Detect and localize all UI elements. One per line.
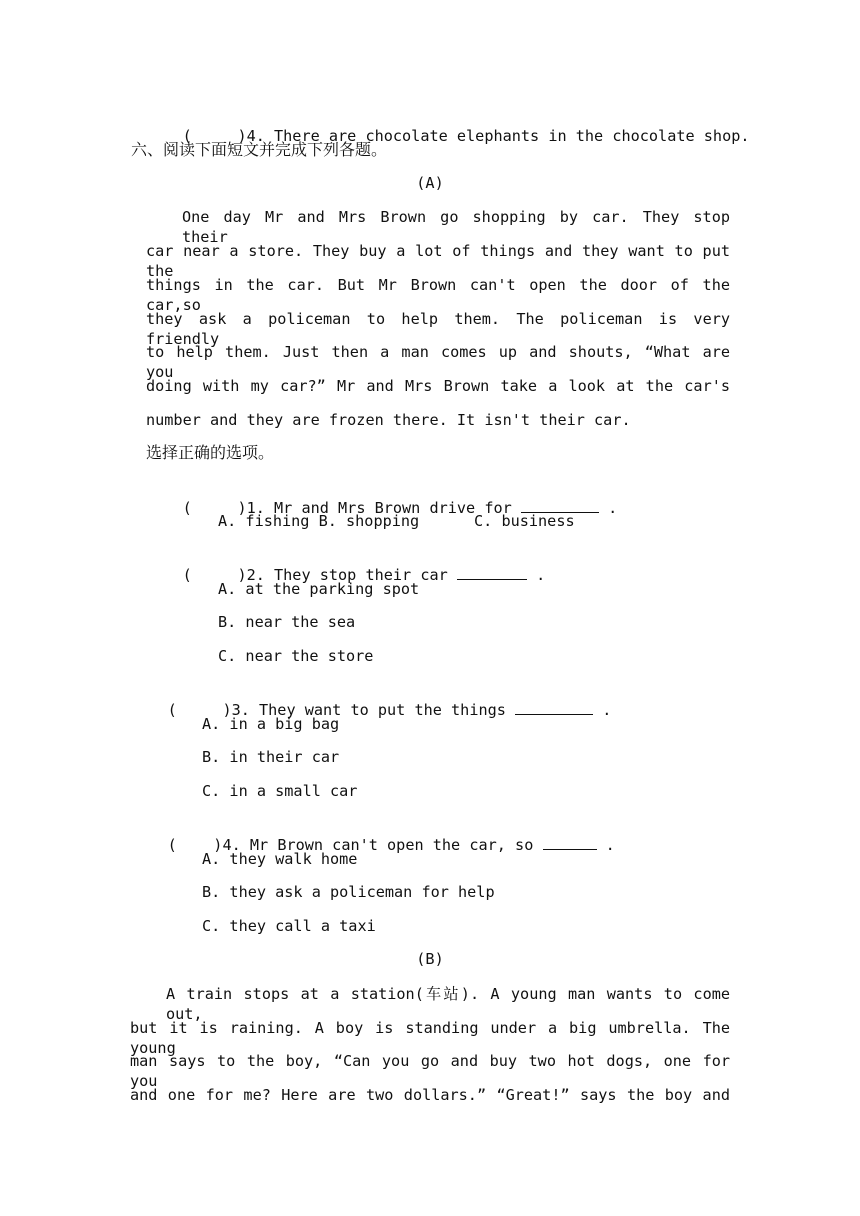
option: C. they call a taxi [202,917,376,935]
option: A. at the parking spot [218,580,420,598]
passage-b-line: A train stops at a station(车站). A young man wants to come out, [166,985,730,1023]
option: B. near the sea [218,613,356,631]
answer-paren[interactable]: ( ) [182,127,247,145]
passage-a-line: One day Mr and Mrs Brown go shopping by car. They stop their [182,208,730,246]
passage-a-label: (A) [416,174,444,192]
question-stem: 3. They want to put the things [231,701,506,719]
passage-a-line: car near a store. They buy a lot of things and they want to put the [146,242,730,280]
answer-paren[interactable]: ( ) [167,836,223,854]
answer-blank[interactable] [515,700,593,715]
instruction: 选择正确的选项。 [146,443,275,462]
passage-b-line: man says to the boy, “Can you go and buy two hot dogs, one for you [130,1052,730,1090]
passage-a-line: number and they are frozen there. It isn't their car. [146,411,631,429]
passage-b-label: (B) [416,950,444,968]
answer-blank[interactable] [543,835,597,850]
stem-end: . [602,701,612,719]
option: A. in a big bag [202,715,340,733]
option: C. near the store [218,647,374,665]
answer-paren[interactable]: ( ) [167,701,232,719]
question-stem: 2. They stop their car [246,566,448,584]
passage-a-line: things in the car. But Mr Brown can't open the door of the car,so [146,276,730,314]
option: C. in a small car [202,782,358,800]
answer-blank[interactable] [457,565,527,580]
question-stem: 4. Mr Brown can't open the car, so [222,836,534,854]
section-title: 六、阅读下面短文并完成下列各题。 [131,140,388,159]
option: B. in their car [202,748,340,766]
stem-end: . [536,566,546,584]
stem-end: . [605,836,615,854]
passage-a-line: they ask a policeman to help them. The policeman is very friendly [146,310,730,348]
option: B. they ask a policeman for help [202,883,495,901]
passage-b-line: but it is raining. A boy is standing under a big umbrella. The young [130,1019,730,1057]
option: A. they walk home [202,850,358,868]
passage-b-line: and one for me? Here are two dollars.” “Great!” says the boy and [130,1086,730,1104]
passage-a-line: doing with my car?” Mr and Mrs Brown take a look at the car's [146,377,730,395]
question-stem: 1. Mr and Mrs Brown drive for [246,499,512,517]
answer-paren[interactable]: ( ) [182,499,247,517]
question-text: 4. There are chocolate elephants in the chocolate shop. [246,127,750,145]
answer-paren[interactable]: ( ) [182,566,247,584]
options-inline: A. fishing B. shopping C. business [218,512,575,530]
stem-end: . [608,499,618,517]
passage-a-line: to help them. Just then a man comes up and shouts, “What are you [146,343,730,381]
